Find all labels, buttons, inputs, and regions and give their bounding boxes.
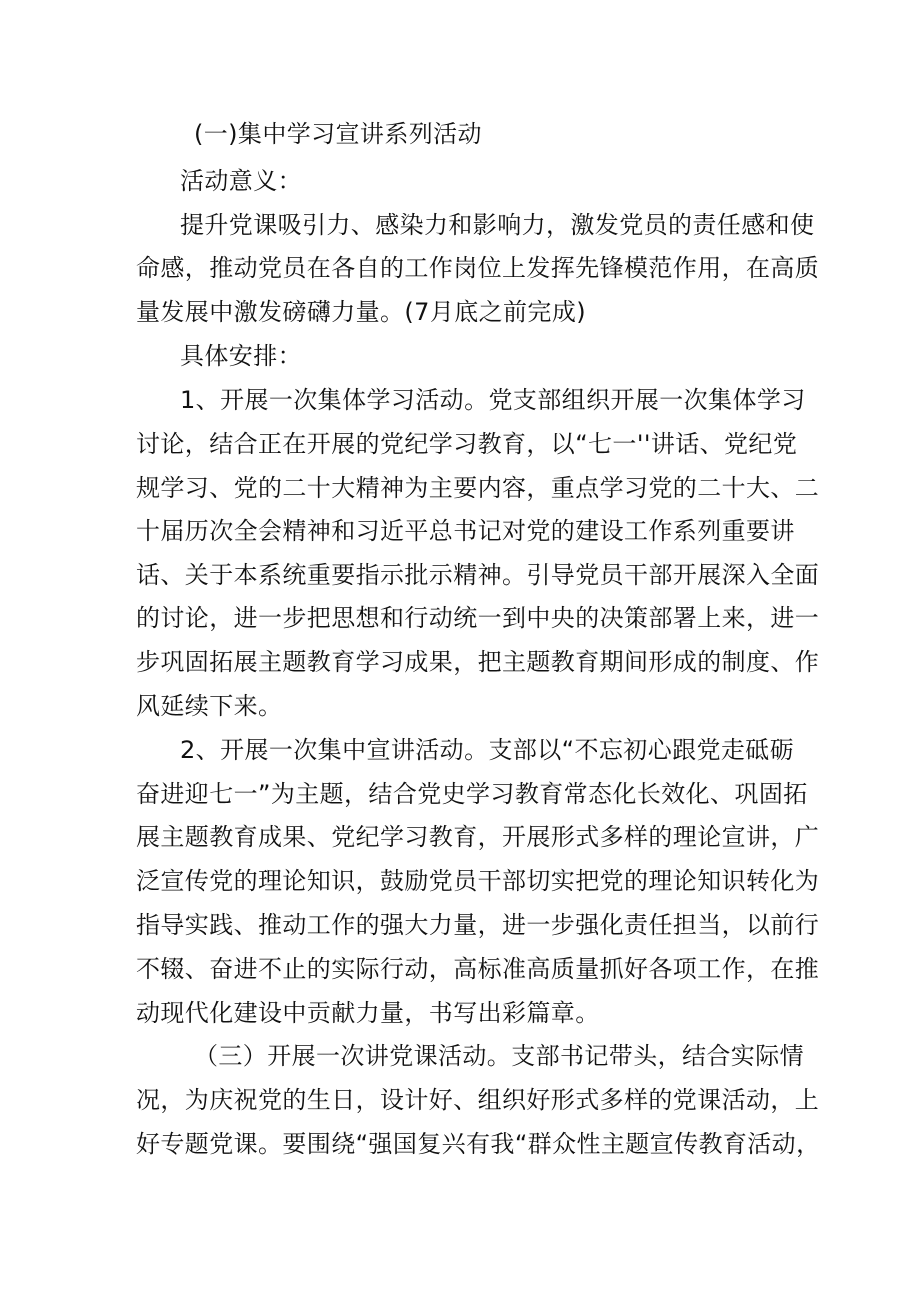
arrangement-label: 具体安排： xyxy=(180,342,302,370)
section-heading: (一)集中学习宣讲系列活动 xyxy=(194,120,482,148)
item1-line: 十届历次全会精神和习近平总书记对党的建设工作系列重要讲 xyxy=(136,517,795,545)
meaning-label: 活动意义： xyxy=(180,167,302,195)
item1-line: 的讨论，进一步把思想和行动统一到中央的决策部署上来，进一 xyxy=(136,604,820,632)
item2-line: 2、开展一次集中宣讲活动。支部以“不忘初心跟党走砥砺 xyxy=(180,736,795,764)
item2-line: 泛宣传党的理论知识，鼓励党员干部切实把党的理论知识转化为 xyxy=(136,867,820,895)
section3-line: （三）开展一次讲党课活动。支部书记带头，结合实际情 xyxy=(194,1042,804,1070)
item2-line: 不辍、奋进不止的实际行动，高标准高质量抓好各项工作，在推 xyxy=(136,955,820,983)
item1-line: 1、开展一次集体学习活动。党支部组织开展一次集体学习 xyxy=(180,386,806,414)
item2-line: 展主题教育成果、党纪学习教育，开展形式多样的理论宣讲，广 xyxy=(136,823,820,851)
item1-line: 步巩固拓展主题教育学习成果，把主题教育期间形成的制度、作 xyxy=(136,648,820,676)
item1-line: 讨论，结合正在开展的党纪学习教育，以“七一''讲话、党纪党 xyxy=(136,430,798,458)
item2-line: 动现代化建设中贡献力量，书写出彩篇章。 xyxy=(136,999,600,1027)
meaning-line: 提升党课吸引力、感染力和影响力，激发党员的责任感和使 xyxy=(180,211,815,239)
item2-line: 奋进迎七一”为主题，结合党史学习教育常态化长效化、巩固拓 xyxy=(136,780,808,808)
meaning-line: 命感，推动党员在各自的工作岗位上发挥先锋模范作用，在高质 xyxy=(136,254,820,282)
meaning-line: 量发展中激发磅礴力量。(7月底之前完成) xyxy=(136,298,586,326)
item1-line: 风延续下来。 xyxy=(136,692,283,720)
section3-line: 好专题党课。要围绕“强国复兴有我“群众性主题宣传教育活动， xyxy=(136,1130,821,1158)
item1-line: 话、关于本系统重要指示批示精神。引导党员干部开展深入全面 xyxy=(136,561,820,589)
item2-line: 指导实践、推动工作的强大力量，进一步强化责任担当，以前行 xyxy=(136,911,820,939)
section3-line: 况，为庆祝党的生日，设计好、组织好形式多样的党课活动，上 xyxy=(136,1086,820,1114)
item1-line: 规学习、党的二十大精神为主要内容，重点学习党的二十大、二 xyxy=(136,474,820,502)
